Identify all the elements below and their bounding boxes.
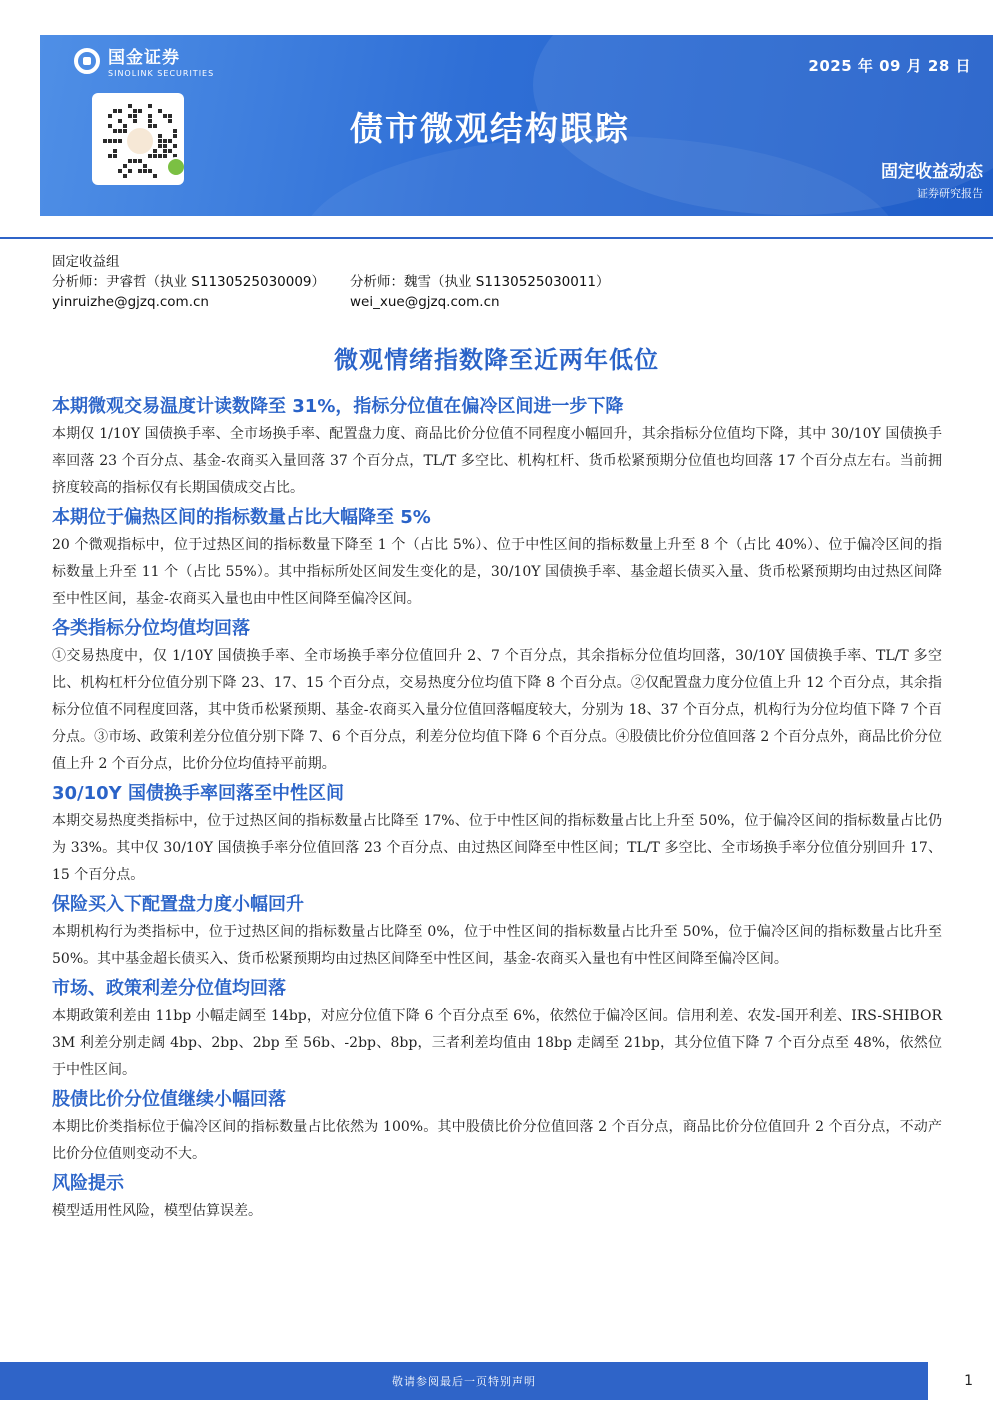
qr-module xyxy=(148,154,152,158)
qr-module xyxy=(158,154,162,158)
qr-module xyxy=(113,154,117,158)
logo-text-en: SINOLINK SECURITIES xyxy=(108,69,215,78)
page-number: 1 xyxy=(964,1373,973,1389)
section-paragraph: 本期机构行为类指标中，位于过热区间的指标数量占比降至 0%，位于中性区间的指标数量占比升至 50%，位于偏冷区间的指标数量占比升至 50%。其中基金超长债买入、货币松紧预期均由过热区间降至中性区间，基金-农商买入量也有中性区间降至偏冷区间。 xyxy=(52,924,942,967)
analyst-1-email[interactable]: yinruizhe@gjzq.com.cn xyxy=(52,294,209,310)
section-paragraph: ①交易热度中，仅 1/10Y 国债换手率、全市场换手率分位值回升 2、7 个百分点，其余指标分位值均回落，30/10Y 国债换手率、TL/T 多空比、机构杠杆分位值分别下降 23、17、15 个百分点，交易热度分位均值下降 8 个百分点。②仅配置盘力度分位值上升 12 个百分点，其余指标分位值不同程度回落，其中货币松紧预期、基金-农商买入量分位值回落幅度较大，分别为 18、37 个百分点，机构行为分位均值下降 7 个百分点。③市场、政策利差分位值分别下降 7、6 个百分点，利差分位均值下降 6 个百分点。④股债比价分位值回落 2 个百分点外，商品比价分位值上升 2 个百分点，比价分位均值持平前期。 xyxy=(52,648,942,772)
qr-center-logo-icon xyxy=(125,126,155,156)
analyst-2-email[interactable]: wei_xue@gjzq.com.cn xyxy=(350,294,500,310)
qr-module xyxy=(168,119,172,123)
analyst-1: 分析师：尹睿哲（执业 S1130525030009） xyxy=(52,274,326,290)
qr-module xyxy=(163,144,167,148)
qr-module xyxy=(163,139,167,143)
qr-module xyxy=(128,159,132,163)
qr-module xyxy=(108,139,112,143)
qr-module xyxy=(173,134,177,138)
qr-module xyxy=(153,154,157,158)
qr-module xyxy=(138,109,142,113)
qr-module xyxy=(128,169,132,173)
section xyxy=(52,504,942,613)
section-paragraph: 本期仅 1/10Y 国债换手率、全市场换手率、配置盘力度、商品比价分位值不同程度小幅回升，其余指标分位值均下降，其中 30/10Y 国债换手率回落 23 个百分点、基金-农商买入量回落 37 个百分点，TL/T 多空比、机构杠杆、货币松紧预期分位值也均回落 17 个百分点左右。当前拥挤度较高的指标仅有长期国债成交占比。 xyxy=(52,426,942,496)
qr-module xyxy=(148,169,152,173)
section-paragraph: 模型适用性风险，模型估算误差。 xyxy=(52,1203,262,1219)
qr-module xyxy=(138,159,142,163)
report-category: 固定收益动态 xyxy=(881,162,983,182)
qr-code-icon[interactable] xyxy=(92,93,184,185)
qr-module xyxy=(108,154,112,158)
section-heading: 各类指标分位均值均回落 xyxy=(52,618,250,639)
section-paragraph: 本期政策利差由 11bp 小幅走阔至 14bp，对应分位值下降 6 个百分点至 6%，依然位于偏冷区间。信用利差、农发-国开利差、IRS-SHIBOR 3M 利差分别走阔 4bp、2bp、2bp 至 56b、-2bp、8bp，三者利差均值由 18bp 走阔至 21bp，其分位值下降 7 个百分点至 48%，依然位于中性区间。 xyxy=(52,1008,942,1078)
qr-module xyxy=(118,109,122,113)
report-subcategory: 证券研究报告 xyxy=(917,187,983,200)
qr-module xyxy=(113,109,117,113)
section-paragraph: 本期比价类指标位于偏冷区间的指标数量占比依然为 100%。其中股债比价分位值回落 2 个百分点，商品比价分位值回升 2 个百分点，不动产比价分位值则变动不大。 xyxy=(52,1119,942,1162)
qr-module xyxy=(138,169,142,173)
qr-module xyxy=(133,114,137,118)
qr-module xyxy=(158,134,162,138)
qr-module xyxy=(148,119,152,123)
header-divider xyxy=(0,237,993,239)
qr-module xyxy=(148,124,152,128)
qr-module xyxy=(118,139,122,143)
report-title: 债市微观结构跟踪 xyxy=(350,109,630,148)
qr-module xyxy=(163,154,167,158)
qr-module xyxy=(123,124,127,128)
qr-module xyxy=(158,139,162,143)
logo-mark-icon xyxy=(74,48,100,74)
qr-module xyxy=(168,114,172,118)
qr-module xyxy=(118,129,122,133)
analyst-2: 分析师：魏雪（执业 S1130525030011） xyxy=(350,274,610,290)
qr-module xyxy=(128,104,132,108)
section-heading: 市场、政策利差分位值均回落 xyxy=(52,978,286,999)
qr-module xyxy=(123,174,127,178)
section-heading: 30/10Y 国债换手率回落至中性区间 xyxy=(52,783,344,804)
qr-module xyxy=(153,149,157,153)
qr-module xyxy=(173,144,177,148)
report-headline: 微观情绪指数降至近两年低位 xyxy=(334,346,659,374)
qr-module xyxy=(168,139,172,143)
disclaimer-note[interactable]: 敬请参阅最后一页特别声明 xyxy=(392,1375,536,1388)
qr-module xyxy=(113,129,117,133)
section xyxy=(52,780,942,889)
section-heading: 保险买入下配置盘力度小幅回升 xyxy=(52,894,304,915)
team-name: 固定收益组 xyxy=(52,254,120,270)
qr-module xyxy=(153,124,157,128)
qr-module xyxy=(153,174,157,178)
section-heading: 本期微观交易温度计读数降至 31%，指标分位值在偏冷区间进一步下降 xyxy=(52,396,624,417)
qr-module xyxy=(108,114,112,118)
qr-module xyxy=(108,124,112,128)
qr-module xyxy=(133,159,137,163)
section-risk xyxy=(52,1170,942,1225)
qr-module xyxy=(118,119,122,123)
report-body xyxy=(52,393,942,1227)
qr-module xyxy=(133,119,137,123)
section xyxy=(52,1086,942,1168)
section-paragraph: 20 个微观指标中，位于过热区间的指标数量下降至 1 个（占比 5%）、位于中性区间的指标数量上升至 8 个（占比 40%）、位于偏冷区间的指标数量上升至 11 个（占比 55%）。其中指标所处区间发生变化的是，30/10Y 国债换手率、基金超长债买入量、货币松紧预期均由过热区间降至中性区间，基金-农商买入量也由中性区间降至偏冷区间。 xyxy=(52,537,942,607)
qr-module xyxy=(158,144,162,148)
logo-text-cn: 国金证券 xyxy=(108,48,180,68)
report-date: 2025 年 09 月 28 日 xyxy=(808,57,971,75)
company-logo xyxy=(74,43,214,78)
qr-module xyxy=(118,169,122,173)
header-banner xyxy=(40,35,993,216)
section xyxy=(52,393,942,502)
section xyxy=(52,615,942,778)
qr-module xyxy=(113,149,117,153)
qr-module xyxy=(168,149,172,153)
qr-module xyxy=(158,109,162,113)
section-paragraph: 本期交易热度类指标中，位于过热区间的指标数量占比降至 17%、位于中性区间的指标数量占比上升至 50%，位于偏冷区间的指标数量占比仍为 33%。其中仅 30/10Y 国债换手率分位值回落 23 个百分点、由过热区间降至中性区间；TL/T 多空比、全市场换手率分位值分别回升 17、15 个百分点。 xyxy=(52,813,942,883)
qr-module xyxy=(143,169,147,173)
section-heading: 股债比价分位值继续小幅回落 xyxy=(52,1089,286,1110)
section xyxy=(52,975,942,1084)
qr-module xyxy=(113,139,117,143)
mini-program-badge-icon xyxy=(166,157,184,177)
qr-module xyxy=(163,149,167,153)
section xyxy=(52,891,942,973)
qr-module xyxy=(173,129,177,133)
qr-module xyxy=(148,104,152,108)
qr-module xyxy=(148,114,152,118)
qr-module xyxy=(133,109,137,113)
qr-module xyxy=(128,114,132,118)
footer-bar xyxy=(0,1362,928,1400)
qr-module xyxy=(163,114,167,118)
author-block xyxy=(52,252,610,312)
section-heading: 本期位于偏热区间的指标数量占比大幅降至 5% xyxy=(52,507,431,528)
qr-module xyxy=(103,139,107,143)
qr-module xyxy=(143,164,147,168)
section-heading: 风险提示 xyxy=(52,1173,124,1194)
qr-module xyxy=(123,164,127,168)
